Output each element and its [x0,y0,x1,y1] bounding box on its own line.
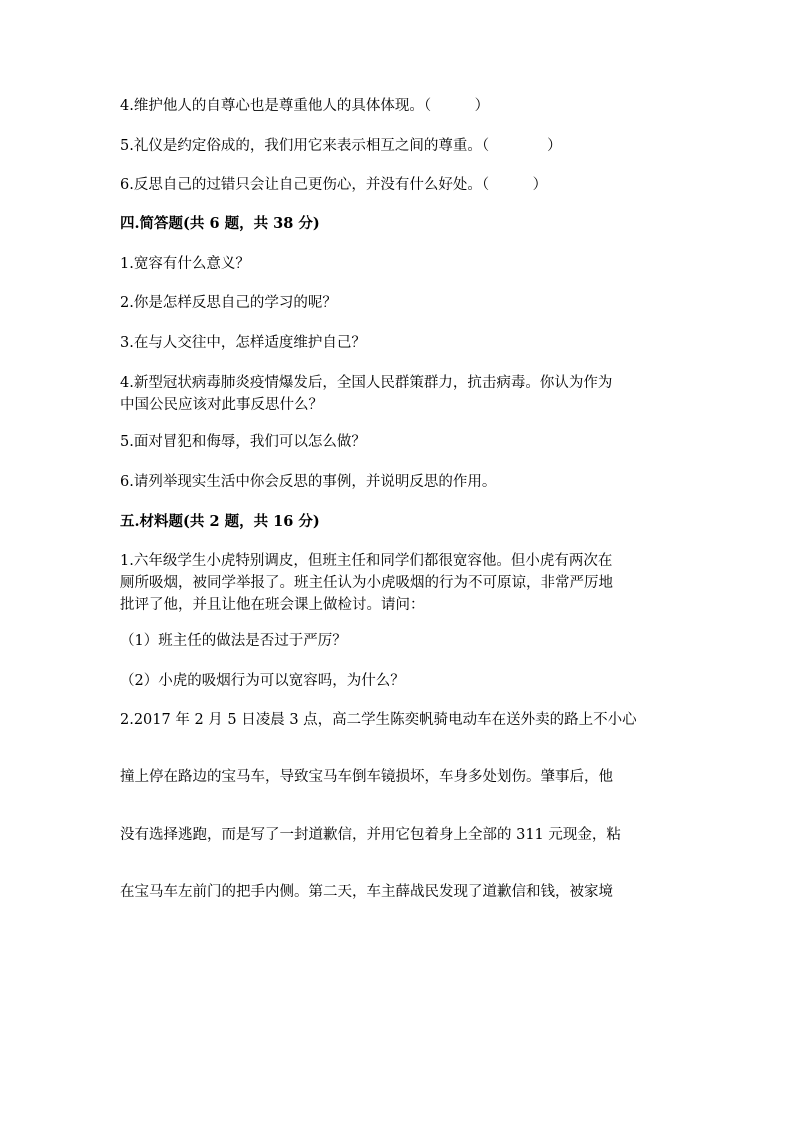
short-answer-q4-line1: 4.新型冠状病毒肺炎疫情爆发后，全国人民群策群力，抗击病毒。你认为作为 [120,375,613,391]
material-q1-sub1: （1）班主任的做法是否过于严厉？ [120,633,347,649]
short-answer-q5: 5.面对冒犯和侮辱，我们可以怎么做？ [120,434,366,450]
judgment-item-6: 6.反思自己的过错只会让自己更伤心，并没有什么好处。（ ） [120,177,548,193]
section-heading-material: 五.材料题(共 2 题，共 16 分) [120,513,320,530]
short-answer-q6: 6.请列举现实生活中你会反思的事例，并说明反思的作用。 [120,474,497,490]
material-q1-line2: 厕所吸烟，被同学举报了。班主任认为小虎吸烟的行为不可原谅，非常严厉地 [120,575,613,591]
judgment-item-4: 4.维护他人的自尊心也是尊重他人的具体体现。（ ） [120,98,490,114]
short-answer-q4-line2: 中国公民应该对此事反思什么？ [120,397,323,413]
short-answer-q3: 3.在与人交往中，怎样适度维护自己？ [120,335,366,351]
material-q1-sub2: （2）小虎的吸烟行为可以宽容吗，为什么？ [120,673,405,689]
material-q2-line4: 在宝马车左前门的把手内侧。第二天，车主薛战民发现了道歉信和钱，被家境 [120,884,613,900]
judgment-item-5: 5.礼仪是约定俗成的，我们用它来表示相互之间的尊重。（ ） [120,138,562,154]
material-q2-line1: 2.2017 年 2 月 5 日凌晨 3 点，高二学生陈奕帆骑电动车在送外卖的路上不小心 [120,712,637,728]
material-q2-line3: 没有选择逃跑，而是写了一封道歉信，并用它包着身上全部的 311 元现金，粘 [120,827,621,843]
section-heading-short-answer: 四.简答题(共 6 题，共 38 分) [120,215,320,232]
short-answer-q2: 2.你是怎样反思自己的学习的呢？ [120,295,337,311]
material-q1-line1: 1.六年级学生小虎特别调皮，但班主任和同学们都很宽容他。但小虎有两次在 [120,553,613,569]
short-answer-q1: 1.宽容有什么意义？ [120,256,250,272]
material-q2-line2: 撞上停在路边的宝马车，导致宝马车倒车镜损坏，车身多处划伤。肇事后，他 [120,769,613,785]
material-q1-line3: 批评了他，并且让他在班会课上做检讨。请问： [120,597,425,613]
